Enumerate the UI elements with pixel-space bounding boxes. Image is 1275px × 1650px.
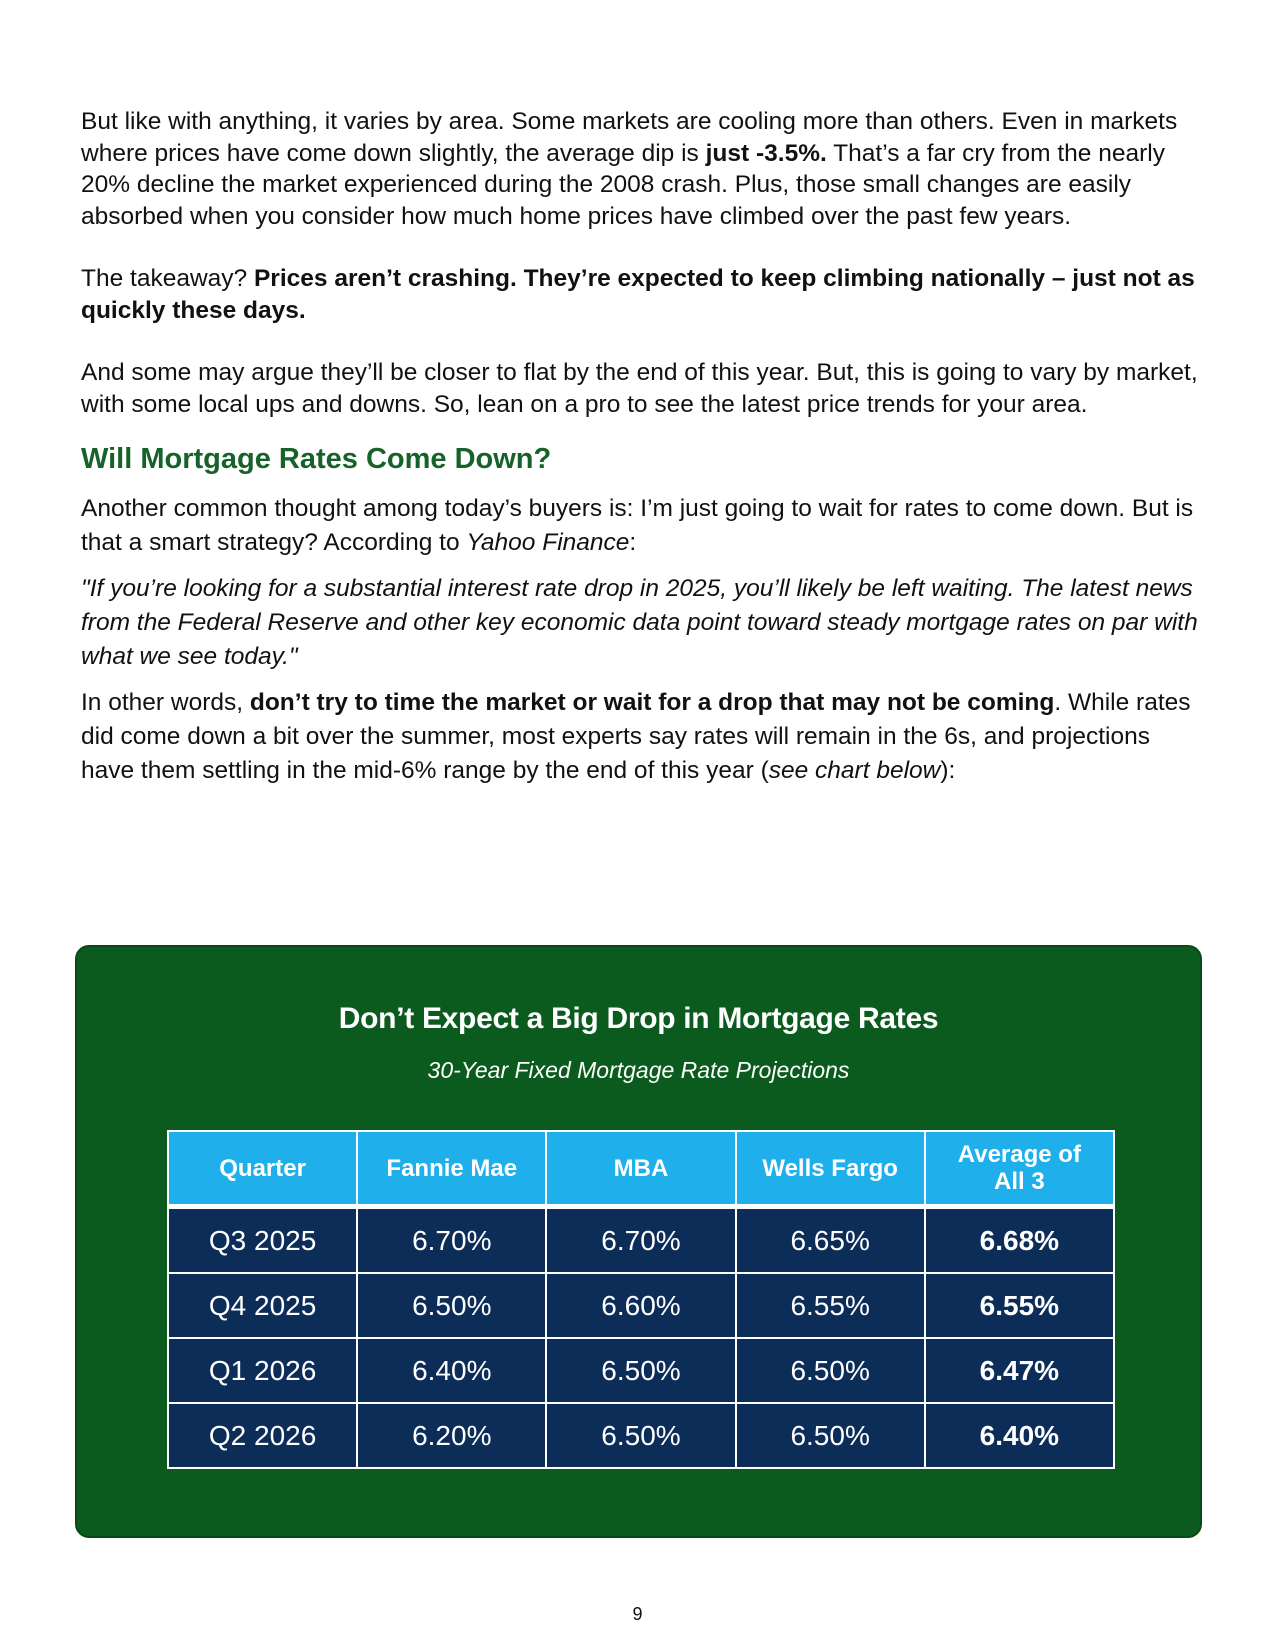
average-cell: 6.55% [925,1273,1114,1338]
table-cell: 6.50% [736,1403,925,1468]
table-cell: Q2 2026 [168,1403,357,1468]
bold-text: just -3.5%. [705,139,827,167]
table-row [168,1207,1114,1274]
table-cell: 6.50% [357,1273,546,1338]
column-header: Fannie Mae [357,1131,546,1207]
paragraph-price-dip [81,106,1206,232]
column-header: MBA [546,1131,735,1207]
chart-subtitle: 30-Year Fixed Mortgage Rate Projections [427,1057,850,1083]
text: But like with anything, it varies by area. Some markets are cooling more than others. Even in markets where prices have come down slightly, the average dip is [81,108,1178,167]
column-header: Wells Fargo [736,1131,925,1207]
text: The takeaway? [81,265,254,292]
table-cell: 6.20% [357,1403,546,1468]
table-cell: 6.65% [736,1207,925,1274]
table-cell: 6.50% [546,1338,735,1403]
text: Another common thought among today’s buyers is: I’m just going to wait for rates to come down. But is that a smart strategy? According to [81,495,1194,556]
chart-title: Don’t Expect a Big Drop in Mortgage Rates [338,1002,939,1035]
average-cell: 6.68% [925,1207,1114,1274]
section-heading: Will Mortgage Rates Come Down? [81,443,552,475]
bold-text: Prices aren’t crashing. They’re expected to keep climbing nationally – just not as quickly these days. [81,265,1195,324]
bold-text: don’t try to time the market or wait for a drop that may not be coming [249,689,1055,716]
table-cell: 6.40% [357,1338,546,1403]
text: In other words, [81,689,250,716]
average-cell: 6.40% [925,1403,1114,1468]
article-body [81,106,1206,788]
average-cell: 6.47% [925,1338,1114,1403]
yahoo-finance-quote: "If you’re looking for a substantial interest rate drop in 2025, you’ll likely be left waiting. The latest news from the Federal Reserve and other key economic data point toward steady mortgage rates on par with what we see today." [81,575,1198,670]
table-cell: 6.50% [736,1338,925,1403]
table-cell: 6.60% [546,1273,735,1338]
table-header-row [168,1131,1114,1207]
table-row [168,1273,1114,1338]
table-row [168,1403,1114,1468]
paragraph-takeaway [81,263,1206,326]
source-name: Yahoo Finance [466,529,630,556]
paragraph-flat-prices: And some may argue they’ll be closer to flat by the end of this year. But, this is going to vary by market, with some local ups and downs. So, lean on a pro to see the latest price trends for your area. [81,359,1198,418]
text: That’s a far cry from the nearly 20% decline the market experienced during the 2008 crash. Plus, those small changes are easily absorbed when you consider how much home prices have climbed over the past few years. [81,139,1165,230]
column-header: Average of All 3 [925,1131,1114,1207]
table-row [168,1338,1114,1403]
table-cell: Q4 2025 [168,1273,357,1338]
text: . While rates did come down a bit over the summer, most experts say rates will remain in the 6s, and projections have them settling in the mid-6% range by the end of this year ( [81,689,1191,784]
paragraph-wait-for-rates [81,492,1206,560]
table-cell: 6.70% [357,1207,546,1274]
table-cell: Q1 2026 [168,1338,357,1403]
text: ): [940,757,956,784]
italic-text: see chart below [768,757,941,784]
table-cell: 6.55% [736,1273,925,1338]
paragraph-other-words [81,686,1206,788]
rate-projection-card [75,945,1202,1538]
column-header: Quarter [168,1131,357,1207]
rate-projection-table [167,1130,1115,1469]
table-cell: Q3 2025 [168,1207,357,1274]
text: : [629,529,637,556]
table-cell: 6.70% [546,1207,735,1274]
page-number: 9 [632,1604,643,1624]
table-cell: 6.50% [546,1403,735,1468]
